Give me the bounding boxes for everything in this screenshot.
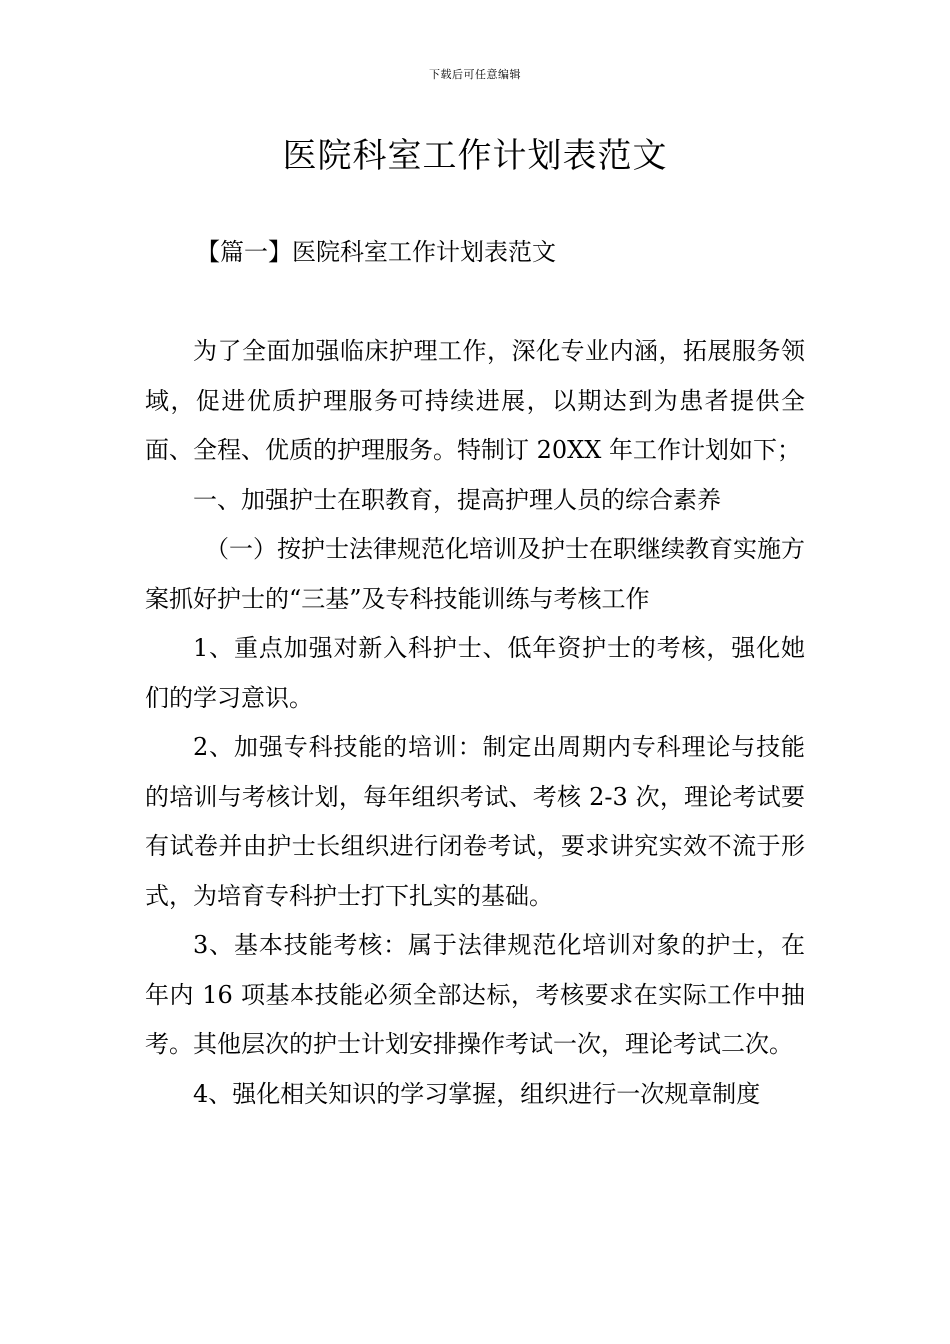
list-item-2: 2、加强专科技能的培训：制定出周期内专科理论与技能的培训与考核计划，每年组织考试、考核 2-3 次，理论考试要有试卷并由护士长组织进行闭卷考试，要求讲究实效不流于形式，为培育专科护士打下扎实的基础。	[145, 733, 805, 910]
heading-level-1: 一、加强护士在职教育，提高护理人员的综合素养	[193, 485, 721, 514]
intro-paragraph: 为了全面加强临床护理工作，深化专业内涵，拓展服务领域，促进优质护理服务可持续进展，以期达到为患者提供全面、全程、优质的护理服务。特制订 20XX 年工作计划如下；	[145, 337, 805, 464]
list-item-4: 4、强化相关知识的学习掌握，组织进行一次规章制度	[193, 1079, 761, 1108]
header-note: 下载后可任意编辑	[429, 68, 521, 81]
section-heading: 【篇一】医院科室工作计划表范文	[196, 238, 556, 266]
document-title: 医院科室工作计划表范文	[282, 136, 668, 176]
document-body	[145, 327, 805, 1119]
heading-level-2: （一）按护士法律规范化培训及护士在职继续教育实施方案抓好护士的“三基”及专科技能训练与考核工作	[145, 535, 805, 613]
list-item-1: 1、重点加强对新入科护士、低年资护士的考核，强化她们的学习意识。	[145, 634, 805, 712]
list-item-3: 3、基本技能考核：属于法律规范化培训对象的护士，在年内 16 项基本技能必须全部达标，考核要求在实际工作中抽考。其他层次的护士计划安排操作考试一次，理论考试二次。	[145, 931, 805, 1058]
